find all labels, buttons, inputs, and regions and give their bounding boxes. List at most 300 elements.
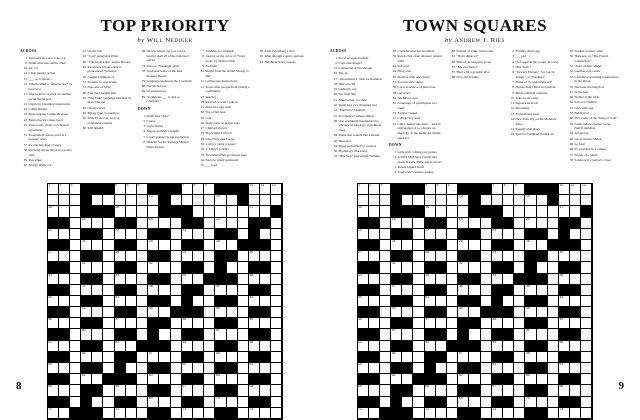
grid-cell[interactable] — [137, 385, 148, 396]
grid-cell[interactable] — [92, 240, 103, 251]
grid-cell[interactable] — [204, 184, 215, 195]
grid-cell[interactable] — [447, 374, 458, 385]
grid-cell[interactable] — [92, 307, 103, 318]
grid-cell[interactable] — [171, 218, 182, 229]
grid-cell[interactable] — [380, 329, 391, 340]
grid-cell[interactable] — [238, 285, 249, 296]
grid-cell[interactable] — [402, 307, 413, 318]
grid-cell[interactable] — [148, 374, 159, 385]
grid-cell[interactable] — [260, 408, 271, 419]
grid-cell[interactable] — [238, 262, 249, 273]
grid-cell[interactable] — [514, 229, 525, 240]
grid-cell[interactable] — [182, 274, 193, 285]
grid-cell[interactable] — [81, 374, 92, 385]
grid-cell[interactable] — [92, 262, 103, 273]
grid-cell[interactable] — [271, 240, 282, 251]
grid-cell[interactable] — [447, 363, 458, 374]
grid-cell[interactable] — [481, 408, 492, 419]
grid-cell[interactable] — [503, 318, 514, 329]
grid-cell[interactable] — [369, 184, 380, 195]
grid-cell[interactable] — [159, 307, 170, 318]
grid-cell[interactable] — [103, 307, 114, 318]
grid-cell[interactable] — [380, 341, 391, 352]
grid-cell[interactable] — [59, 274, 70, 285]
grid-cell[interactable] — [238, 274, 249, 285]
grid-cell[interactable] — [425, 385, 436, 396]
grid-cell[interactable] — [182, 195, 193, 206]
grid-cell[interactable] — [492, 274, 503, 285]
grid-cell[interactable] — [425, 206, 436, 217]
grid-cell[interactable] — [70, 195, 81, 206]
grid-cell[interactable] — [260, 341, 271, 352]
grid-cell[interactable] — [204, 229, 215, 240]
grid-cell[interactable] — [447, 195, 458, 206]
grid-cell[interactable] — [503, 274, 514, 285]
grid-cell[interactable] — [447, 206, 458, 217]
grid-cell[interactable] — [413, 262, 424, 273]
grid-cell[interactable] — [215, 307, 226, 318]
grid-cell[interactable] — [413, 274, 424, 285]
grid-cell[interactable] — [193, 229, 204, 240]
grid-cell[interactable] — [193, 251, 204, 262]
grid-cell[interactable] — [503, 206, 514, 217]
grid-cell[interactable] — [81, 329, 92, 340]
grid-cell[interactable] — [548, 363, 559, 374]
grid-cell[interactable] — [215, 397, 226, 408]
grid-cell[interactable] — [171, 397, 182, 408]
grid-cell[interactable] — [413, 307, 424, 318]
grid-cell[interactable] — [215, 285, 226, 296]
grid-cell[interactable] — [70, 206, 81, 217]
grid-cell[interactable] — [238, 352, 249, 363]
grid-cell[interactable] — [559, 408, 570, 419]
grid-cell[interactable] — [126, 385, 137, 396]
grid-cell[interactable] — [503, 296, 514, 307]
grid-cell[interactable] — [260, 318, 271, 329]
grid-cell[interactable] — [137, 195, 148, 206]
grid-cell[interactable] — [380, 285, 391, 296]
grid-cell[interactable] — [391, 329, 402, 340]
grid-cell[interactable] — [391, 307, 402, 318]
grid-cell[interactable] — [238, 307, 249, 318]
grid-cell[interactable] — [537, 397, 548, 408]
grid-cell[interactable] — [137, 329, 148, 340]
grid-cell[interactable] — [48, 251, 59, 262]
grid-cell[interactable] — [358, 229, 369, 240]
grid-cell[interactable] — [48, 318, 59, 329]
grid-cell[interactable] — [137, 240, 148, 251]
grid-cell[interactable] — [193, 184, 204, 195]
grid-cell[interactable] — [182, 408, 193, 419]
grid-cell[interactable] — [204, 397, 215, 408]
grid-cell[interactable] — [148, 307, 159, 318]
grid-cell[interactable] — [59, 206, 70, 217]
grid-cell[interactable] — [358, 251, 369, 262]
grid-cell[interactable] — [548, 374, 559, 385]
grid-cell[interactable] — [271, 184, 282, 195]
grid-cell[interactable] — [148, 206, 159, 217]
grid-cell[interactable] — [215, 374, 226, 385]
grid-cell[interactable] — [115, 206, 126, 217]
crossword-grid[interactable] — [357, 183, 594, 420]
grid-cell[interactable] — [570, 206, 581, 217]
grid-cell[interactable] — [570, 195, 581, 206]
grid-cell[interactable] — [514, 262, 525, 273]
grid-cell[interactable] — [271, 262, 282, 273]
grid-cell[interactable] — [193, 318, 204, 329]
grid-cell[interactable] — [469, 329, 480, 340]
grid-cell[interactable] — [193, 296, 204, 307]
grid-cell[interactable] — [193, 274, 204, 285]
grid-cell[interactable] — [260, 195, 271, 206]
grid-cell[interactable] — [81, 218, 92, 229]
grid-cell[interactable] — [458, 218, 469, 229]
grid-cell[interactable] — [48, 363, 59, 374]
grid-cell[interactable] — [447, 397, 458, 408]
grid-cell[interactable] — [413, 341, 424, 352]
grid-cell[interactable] — [159, 329, 170, 340]
grid-cell[interactable] — [171, 363, 182, 374]
grid-cell[interactable] — [537, 206, 548, 217]
grid-cell[interactable] — [137, 285, 148, 296]
grid-cell[interactable] — [92, 352, 103, 363]
grid-cell[interactable] — [537, 218, 548, 229]
grid-cell[interactable] — [514, 374, 525, 385]
grid-cell[interactable] — [59, 318, 70, 329]
grid-cell[interactable] — [148, 195, 159, 206]
grid-cell[interactable] — [402, 195, 413, 206]
grid-cell[interactable] — [238, 296, 249, 307]
grid-cell[interactable] — [81, 352, 92, 363]
grid-cell[interactable] — [137, 262, 148, 273]
grid-cell[interactable] — [481, 352, 492, 363]
grid-cell[interactable] — [92, 397, 103, 408]
grid-cell[interactable] — [514, 318, 525, 329]
grid-cell[interactable] — [70, 307, 81, 318]
grid-cell[interactable] — [458, 374, 469, 385]
grid-cell[interactable] — [380, 385, 391, 396]
grid-cell[interactable] — [581, 352, 592, 363]
grid-cell[interactable] — [570, 341, 581, 352]
grid-cell[interactable] — [559, 184, 570, 195]
grid-cell[interactable] — [413, 195, 424, 206]
grid-cell[interactable] — [126, 195, 137, 206]
grid-cell[interactable] — [413, 363, 424, 374]
grid-cell[interactable] — [581, 318, 592, 329]
grid-cell[interactable] — [171, 341, 182, 352]
grid-cell[interactable] — [514, 285, 525, 296]
grid-cell[interactable] — [238, 408, 249, 419]
grid-cell[interactable] — [227, 307, 238, 318]
grid-cell[interactable] — [126, 318, 137, 329]
grid-cell[interactable] — [358, 385, 369, 396]
grid-cell[interactable] — [481, 374, 492, 385]
grid-cell[interactable] — [380, 218, 391, 229]
grid-cell[interactable] — [271, 329, 282, 340]
grid-cell[interactable] — [481, 329, 492, 340]
grid-cell[interactable] — [425, 408, 436, 419]
grid-cell[interactable] — [358, 296, 369, 307]
grid-cell[interactable] — [481, 285, 492, 296]
grid-cell[interactable] — [238, 363, 249, 374]
grid-cell[interactable] — [481, 229, 492, 240]
grid-cell[interactable] — [227, 240, 238, 251]
grid-cell[interactable] — [103, 274, 114, 285]
grid-cell[interactable] — [92, 195, 103, 206]
grid-cell[interactable] — [537, 374, 548, 385]
grid-cell[interactable] — [358, 408, 369, 419]
grid-cell[interactable] — [391, 352, 402, 363]
grid-cell[interactable] — [503, 229, 514, 240]
grid-cell[interactable] — [81, 240, 92, 251]
grid-cell[interactable] — [137, 363, 148, 374]
grid-cell[interactable] — [436, 296, 447, 307]
grid-cell[interactable] — [358, 318, 369, 329]
grid-cell[interactable] — [215, 218, 226, 229]
grid-cell[interactable] — [425, 274, 436, 285]
grid-cell[interactable] — [115, 385, 126, 396]
grid-cell[interactable] — [238, 341, 249, 352]
grid-cell[interactable] — [204, 218, 215, 229]
grid-cell[interactable] — [492, 229, 503, 240]
grid-cell[interactable] — [380, 296, 391, 307]
grid-cell[interactable] — [182, 229, 193, 240]
grid-cell[interactable] — [260, 296, 271, 307]
grid-cell[interactable] — [260, 184, 271, 195]
grid-cell[interactable] — [148, 397, 159, 408]
grid-cell[interactable] — [70, 262, 81, 273]
grid-cell[interactable] — [103, 296, 114, 307]
grid-cell[interactable] — [193, 206, 204, 217]
grid-cell[interactable] — [436, 184, 447, 195]
grid-cell[interactable] — [193, 408, 204, 419]
grid-cell[interactable] — [204, 341, 215, 352]
grid-cell[interactable] — [559, 318, 570, 329]
grid-cell[interactable] — [171, 408, 182, 419]
grid-cell[interactable] — [137, 352, 148, 363]
grid-cell[interactable] — [137, 318, 148, 329]
grid-cell[interactable] — [436, 318, 447, 329]
grid-cell[interactable] — [581, 285, 592, 296]
grid-cell[interactable] — [548, 274, 559, 285]
grid-cell[interactable] — [447, 240, 458, 251]
grid-cell[interactable] — [238, 251, 249, 262]
grid-cell[interactable] — [249, 363, 260, 374]
grid-cell[interactable] — [260, 229, 271, 240]
grid-cell[interactable] — [204, 262, 215, 273]
grid-cell[interactable] — [103, 385, 114, 396]
grid-cell[interactable] — [469, 262, 480, 273]
grid-cell[interactable] — [514, 184, 525, 195]
grid-cell[interactable] — [436, 363, 447, 374]
grid-cell[interactable] — [159, 262, 170, 273]
grid-cell[interactable] — [481, 341, 492, 352]
grid-cell[interactable] — [458, 206, 469, 217]
grid-cell[interactable] — [227, 218, 238, 229]
grid-cell[interactable] — [469, 307, 480, 318]
grid-cell[interactable] — [126, 206, 137, 217]
grid-cell[interactable] — [525, 195, 536, 206]
grid-cell[interactable] — [171, 251, 182, 262]
grid-cell[interactable] — [369, 408, 380, 419]
grid-cell[interactable] — [227, 285, 238, 296]
grid-cell[interactable] — [115, 183, 129, 195]
grid-cell[interactable] — [159, 218, 170, 229]
grid-cell[interactable] — [514, 352, 525, 363]
grid-cell[interactable] — [103, 229, 114, 240]
grid-cell[interactable] — [425, 341, 436, 352]
grid-cell[interactable] — [413, 352, 424, 363]
grid-cell[interactable] — [447, 218, 458, 229]
grid-cell[interactable] — [537, 240, 548, 251]
grid-cell[interactable] — [227, 397, 238, 408]
grid-cell[interactable] — [182, 341, 193, 352]
grid-cell[interactable] — [413, 229, 424, 240]
grid-cell[interactable] — [458, 262, 469, 273]
grid-cell[interactable] — [193, 341, 204, 352]
grid-cell[interactable] — [59, 363, 70, 374]
grid-cell[interactable] — [137, 229, 148, 240]
grid-cell[interactable] — [103, 262, 114, 273]
grid-cell[interactable] — [271, 408, 282, 419]
grid-cell[interactable] — [271, 229, 282, 240]
grid-cell[interactable] — [581, 397, 592, 408]
grid-cell[interactable] — [492, 251, 503, 262]
grid-cell[interactable] — [514, 363, 525, 374]
grid-cell[interactable] — [48, 296, 59, 307]
grid-cell[interactable] — [59, 385, 70, 396]
grid-cell[interactable] — [70, 397, 81, 408]
grid-cell[interactable] — [70, 251, 81, 262]
grid-cell[interactable] — [469, 374, 480, 385]
grid-cell[interactable] — [148, 285, 159, 296]
grid-cell[interactable] — [81, 285, 92, 296]
grid-cell[interactable] — [402, 374, 413, 385]
grid-cell[interactable] — [481, 195, 492, 206]
grid-cell[interactable] — [159, 285, 170, 296]
grid-cell[interactable] — [559, 341, 570, 352]
grid-cell[interactable] — [271, 195, 282, 206]
grid-cell[interactable] — [514, 195, 525, 206]
grid-cell[interactable] — [182, 318, 193, 329]
grid-cell[interactable] — [447, 285, 458, 296]
grid-cell[interactable] — [548, 341, 559, 352]
grid-cell[interactable] — [525, 329, 536, 340]
grid-cell[interactable] — [447, 307, 458, 318]
grid-cell[interactable] — [182, 251, 193, 262]
grid-cell[interactable] — [537, 352, 548, 363]
grid-cell[interactable] — [514, 251, 525, 262]
grid-cell[interactable] — [70, 229, 81, 240]
grid-cell[interactable] — [204, 374, 215, 385]
grid-cell[interactable] — [503, 184, 514, 195]
grid-cell[interactable] — [525, 218, 536, 229]
grid-cell[interactable] — [171, 285, 182, 296]
grid-cell[interactable] — [469, 397, 480, 408]
grid-cell[interactable] — [425, 183, 439, 195]
grid-cell[interactable] — [481, 240, 492, 251]
grid-cell[interactable] — [159, 352, 170, 363]
grid-cell[interactable] — [548, 408, 559, 419]
grid-cell[interactable] — [581, 195, 592, 206]
grid-cell[interactable] — [503, 195, 514, 206]
grid-cell[interactable] — [514, 296, 525, 307]
grid-cell[interactable] — [358, 206, 369, 217]
grid-cell[interactable] — [537, 195, 548, 206]
grid-cell[interactable] — [70, 218, 81, 229]
grid-cell[interactable] — [227, 206, 238, 217]
grid-cell[interactable] — [238, 397, 249, 408]
grid-cell[interactable] — [271, 363, 282, 374]
grid-cell[interactable] — [481, 318, 492, 329]
grid-cell[interactable] — [458, 352, 469, 363]
grid-cell[interactable] — [447, 385, 458, 396]
grid-cell[interactable] — [570, 184, 581, 195]
grid-cell[interactable] — [249, 341, 260, 352]
grid-cell[interactable] — [358, 363, 369, 374]
grid-cell[interactable] — [581, 341, 592, 352]
grid-cell[interactable] — [115, 341, 126, 352]
grid-cell[interactable] — [48, 385, 59, 396]
grid-cell[interactable] — [380, 240, 391, 251]
grid-cell[interactable] — [215, 195, 226, 206]
grid-cell[interactable] — [115, 229, 126, 240]
grid-cell[interactable] — [481, 274, 492, 285]
grid-cell[interactable] — [126, 408, 137, 419]
grid-cell[interactable] — [115, 318, 126, 329]
grid-cell[interactable] — [92, 329, 103, 340]
grid-cell[interactable] — [380, 318, 391, 329]
grid-cell[interactable] — [369, 251, 380, 262]
grid-cell[interactable] — [238, 229, 249, 240]
grid-cell[interactable] — [436, 408, 447, 419]
grid-cell[interactable] — [193, 195, 204, 206]
grid-cell[interactable] — [514, 240, 525, 251]
grid-cell[interactable] — [380, 274, 391, 285]
grid-cell[interactable] — [271, 285, 282, 296]
grid-cell[interactable] — [447, 408, 458, 419]
grid-cell[interactable] — [581, 296, 592, 307]
grid-cell[interactable] — [436, 274, 447, 285]
grid-cell[interactable] — [59, 296, 70, 307]
grid-cell[interactable] — [59, 184, 70, 195]
grid-cell[interactable] — [413, 285, 424, 296]
grid-cell[interactable] — [238, 318, 249, 329]
grid-cell[interactable] — [103, 363, 114, 374]
grid-cell[interactable] — [271, 251, 282, 262]
grid-cell[interactable] — [514, 329, 525, 340]
grid-cell[interactable] — [492, 385, 503, 396]
grid-cell[interactable] — [171, 374, 182, 385]
grid-cell[interactable] — [492, 341, 503, 352]
grid-cell[interactable] — [559, 296, 570, 307]
grid-cell[interactable] — [380, 363, 391, 374]
grid-cell[interactable] — [48, 183, 62, 195]
grid-cell[interactable] — [481, 218, 492, 229]
grid-cell[interactable] — [115, 274, 126, 285]
grid-cell[interactable] — [525, 352, 536, 363]
grid-cell[interactable] — [391, 262, 402, 273]
grid-cell[interactable] — [70, 329, 81, 340]
grid-cell[interactable] — [81, 307, 92, 318]
grid-cell[interactable] — [436, 229, 447, 240]
grid-cell[interactable] — [425, 296, 436, 307]
grid-cell[interactable] — [103, 397, 114, 408]
grid-cell[interactable] — [126, 229, 137, 240]
grid-cell[interactable] — [380, 251, 391, 262]
grid-cell[interactable] — [48, 408, 59, 419]
grid-cell[interactable] — [413, 296, 424, 307]
